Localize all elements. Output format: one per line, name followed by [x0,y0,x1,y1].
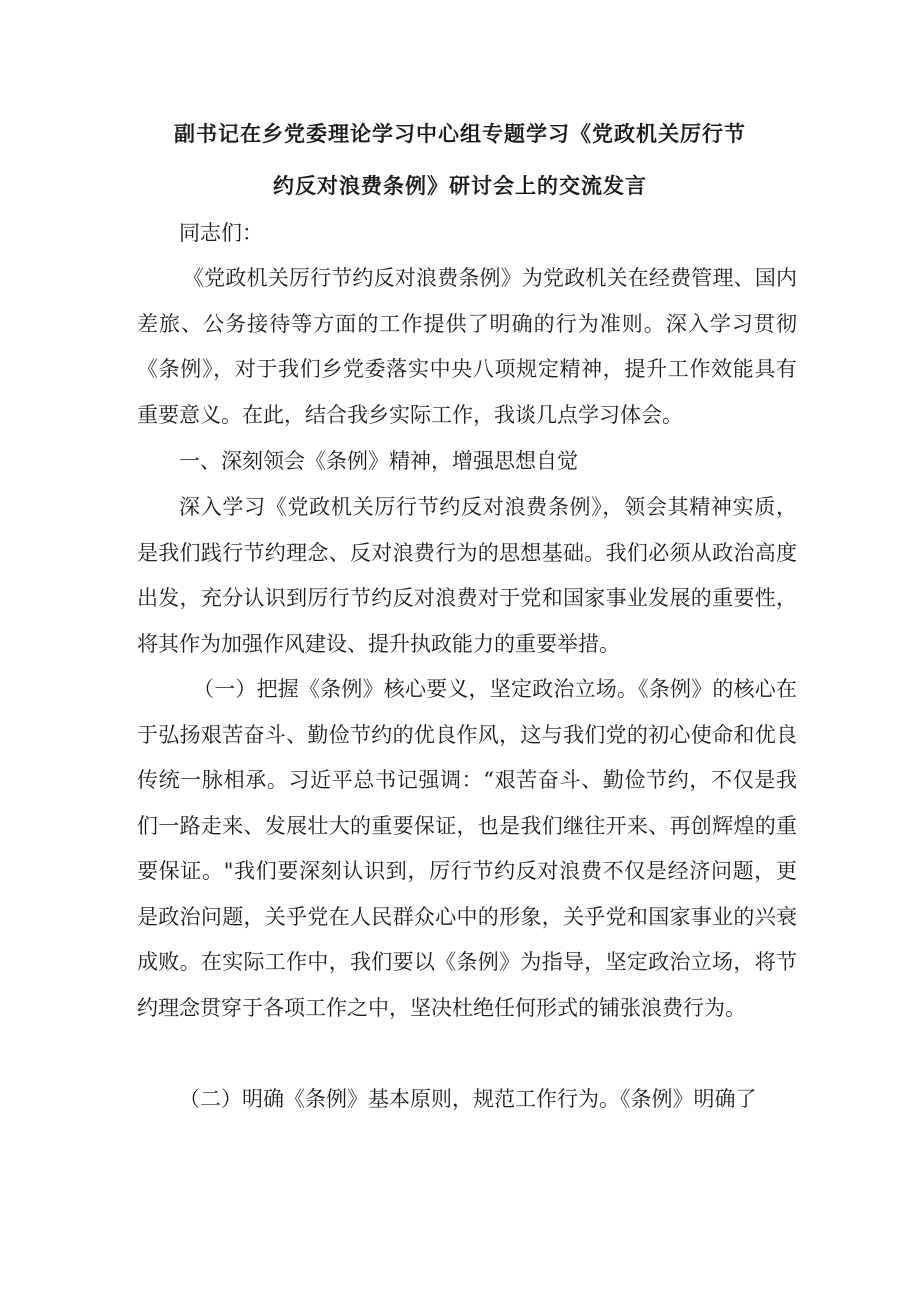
paragraph-subsection-2: （二）明确《条例》基本原则，规范工作行为。《条例》明确了 [179,1087,757,1111]
section-heading-1: 一、深刻领会《条例》精神，增强思想自觉 [179,449,578,473]
paragraph-subsection-1: （一）把握《条例》核心要义，坚定政治立场。《条例》的核心在于弘扬艰苦奋斗、勤俭节约的优良作风，这与我们党的初心使命和优良传统一脉相承。习近平总书记强调：“艰苦奋斗、勤俭节约，不仅是我们一路走来、发展壮大的重要保证，也是我们继往开来、再创辉煌的重要保证。"我们要深刻认识到，厉行节约反对浪费不仅是经济问题，更是政治问题，关乎党在人民群众心中的形象，关乎党和国家事业的兴衰成败。在实际工作中，我们要以《条例》为指导，坚定政治立场，将节约理念贯穿于各项工作之中，坚决杜绝任何形式的铺张浪费行为。 [137,677,797,1020]
greeting: 同志们： [179,221,263,245]
document-title-line-2: 约反对浪费条例》研讨会上的交流发言 [273,174,647,198]
paragraph-intro: 《党政机关厉行节约反对浪费条例》为党政机关在经费管理、国内差旅、公务接待等方面的工作提供了明确的行为准则。深入学习贯彻《条例》，对于我们乡党委落实中央八项规定精神，提升工作效能具有重要意义。在此，结合我乡实际工作，我谈几点学习体会。 [137,266,797,427]
paragraph-section-1: 深入学习《党政机关厉行节约反对浪费条例》，领会其精神实质，是我们践行节约理念、反对浪费行为的思想基础。我们必须从政治高度出发，充分认识到厉行节约反对浪费对于党和国家事业发展的重要性，将其作为加强作风建设、提升执政能力的重要举措。 [137,495,797,656]
document-title-line-1: 副书记在乡党委理论学习中心组专题学习《党政机关厉行节 [174,122,746,146]
